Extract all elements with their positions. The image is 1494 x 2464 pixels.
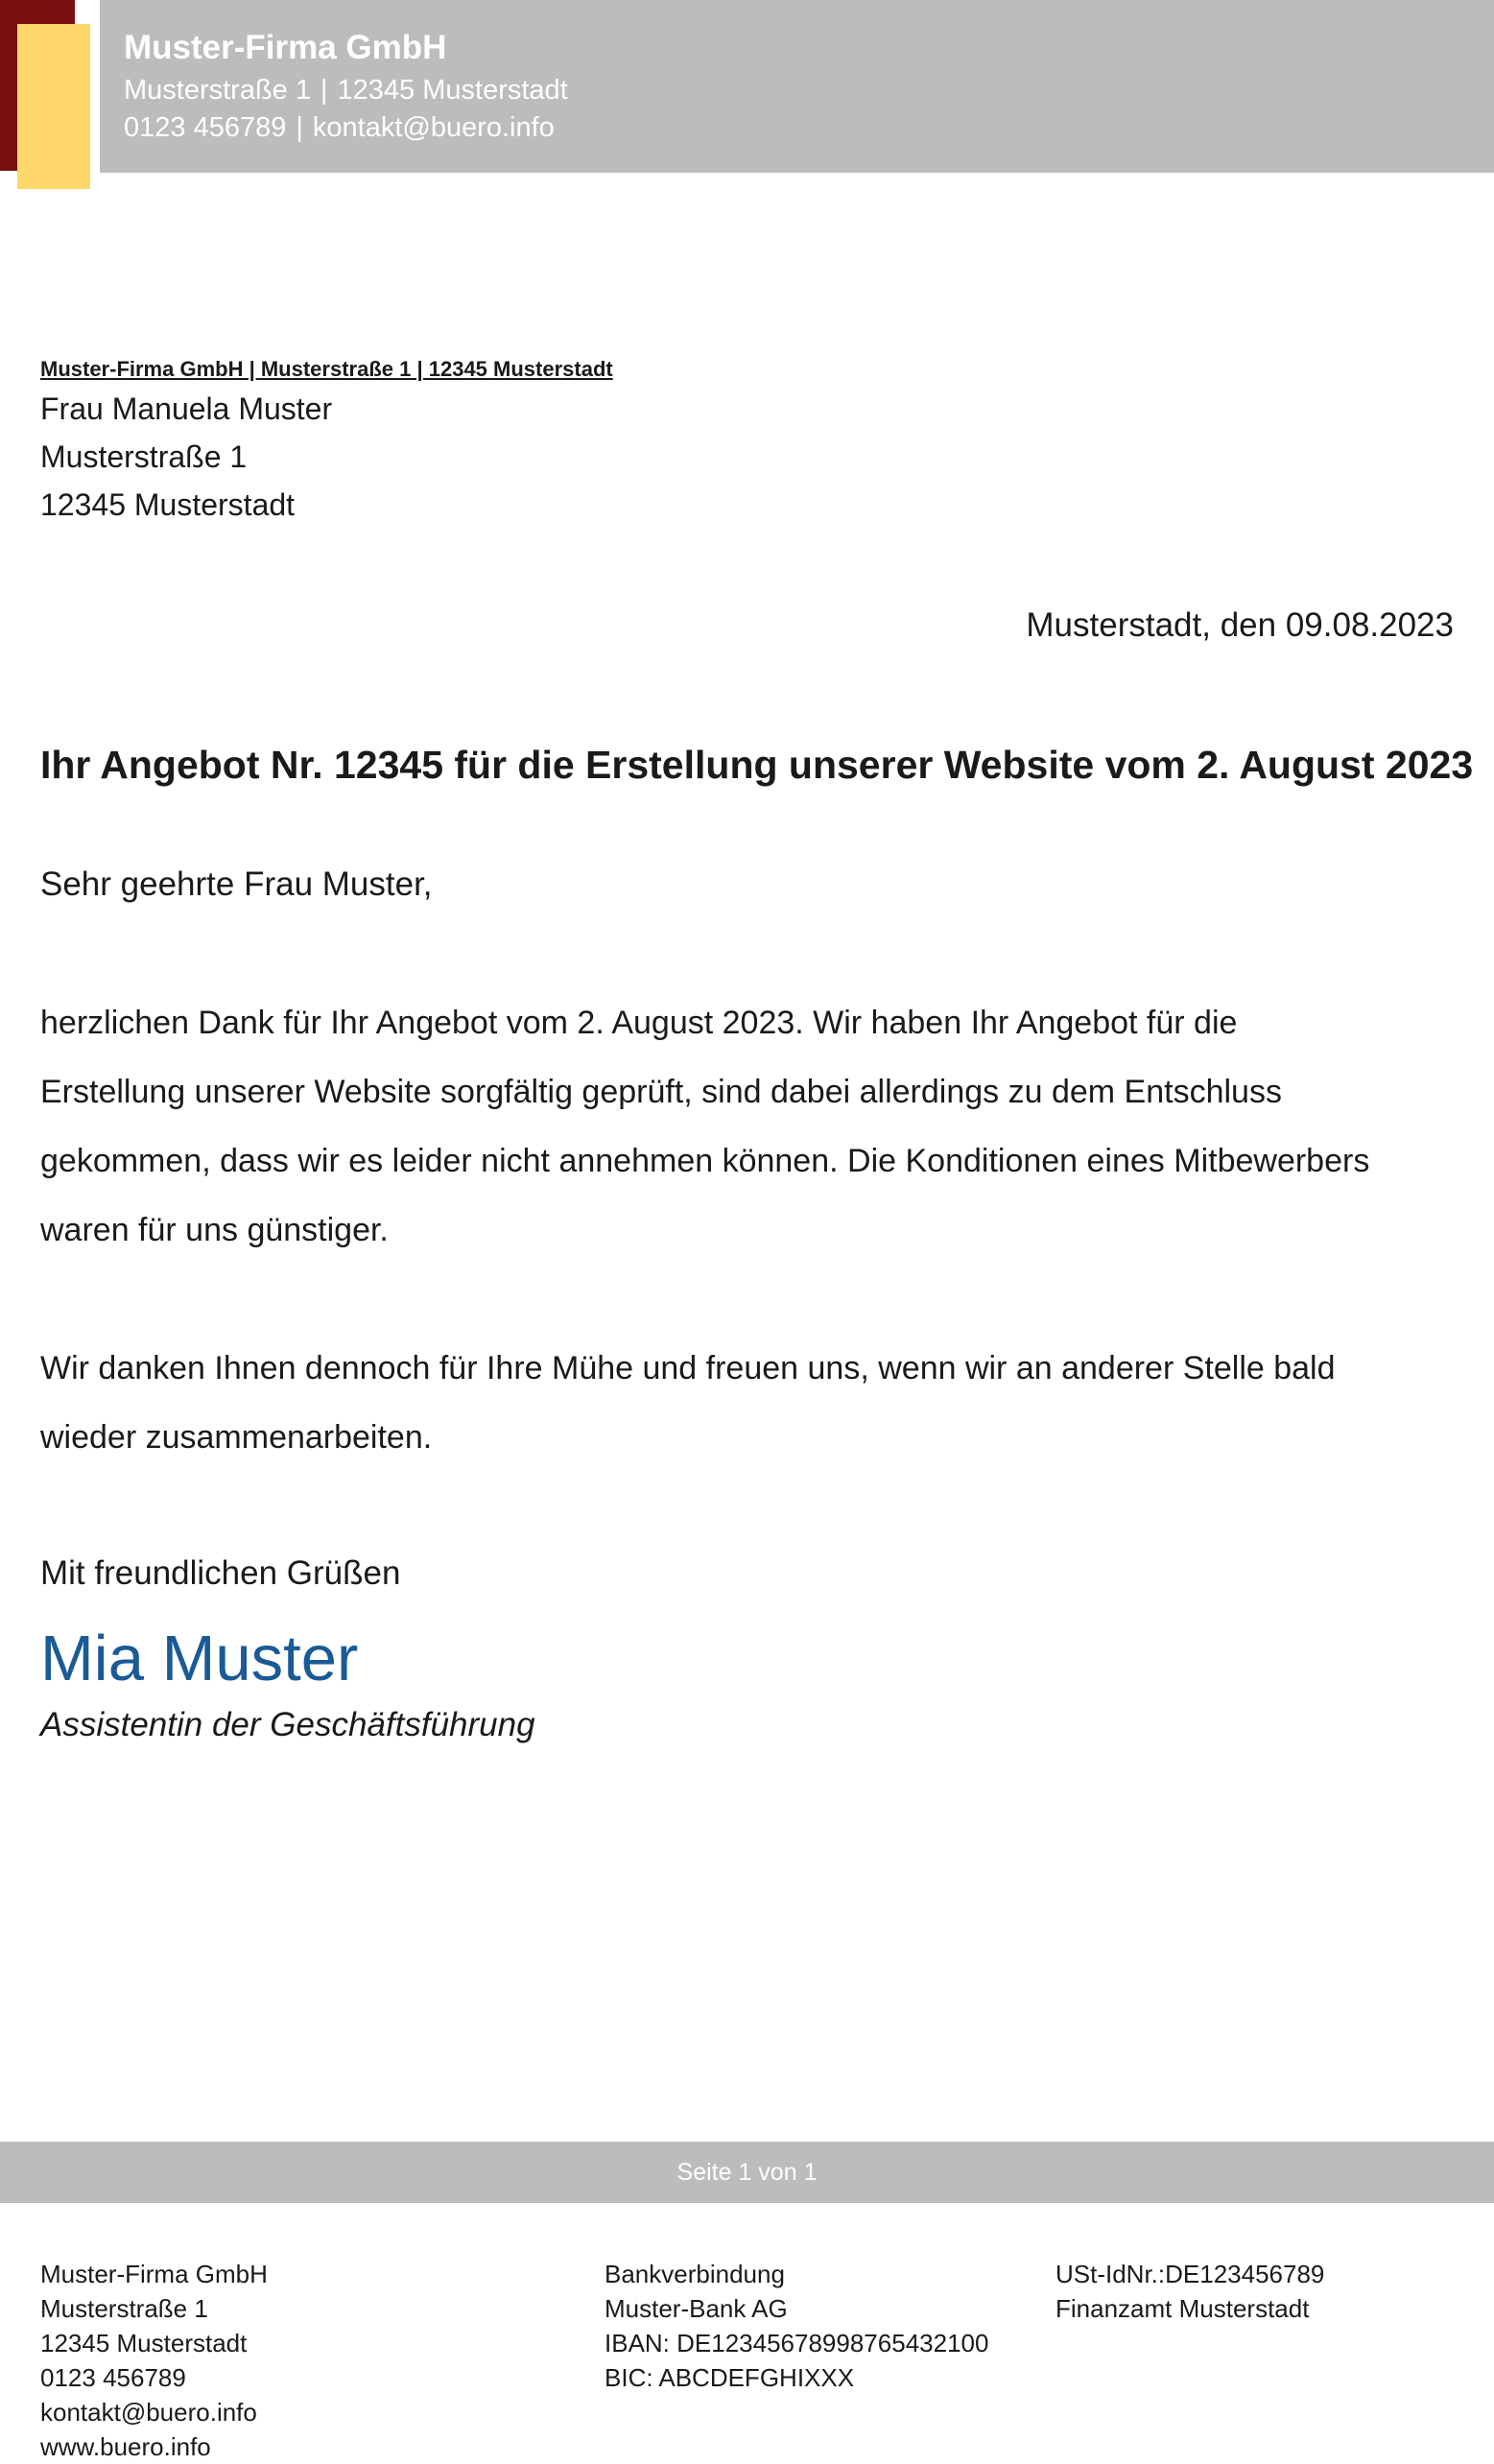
footer-line: BIC: ABCDEFGHIXXX bbox=[605, 2363, 855, 2392]
footer-line: Finanzamt Musterstadt bbox=[1055, 2294, 1310, 2323]
body-line: Wir danken Ihnen dennoch für Ihre Mühe und freuen uns, wenn wir an anderer Stelle bald bbox=[40, 1350, 1336, 1386]
footer-bank-column bbox=[605, 2257, 988, 2395]
recipient-street: Musterstraße 1 bbox=[40, 439, 248, 474]
signature-name: Mia Muster bbox=[40, 1623, 359, 1694]
page-number-band bbox=[0, 2142, 1494, 2203]
letterhead-contact bbox=[124, 112, 555, 144]
letter-subject: Ihr Angebot Nr. 12345 für die Erstellung unserer Website vom 2. August 2023 bbox=[40, 743, 1474, 787]
body-line: wieder zusammenarbeiten. bbox=[40, 1419, 433, 1456]
letter-date: Musterstadt, den 09.08.2023 bbox=[1026, 606, 1454, 644]
footer-line: Musterstraße 1 bbox=[40, 2294, 208, 2323]
body-paragraph-1 bbox=[40, 988, 1460, 1265]
letterhead-city: 12345 Musterstadt bbox=[337, 75, 568, 106]
footer-company-column bbox=[40, 2257, 268, 2464]
footer-website[interactable]: www.buero.info bbox=[40, 2432, 211, 2461]
logo-yellow-block bbox=[17, 24, 90, 189]
signature-role: Assistentin der Geschäftsführung bbox=[40, 1706, 535, 1743]
letter-closing: Mit freundlichen Grüßen bbox=[40, 1554, 401, 1592]
footer-line: IBAN: DE12345678998765432100 bbox=[605, 2329, 989, 2357]
page-number: Seite 1 von 1 bbox=[676, 2159, 818, 2186]
body-paragraph-2 bbox=[40, 1334, 1460, 1472]
footer-line: USt-IdNr.:DE123456789 bbox=[1055, 2260, 1325, 2288]
footer-line: Muster-Firma GmbH bbox=[40, 2260, 268, 2288]
letterhead-street: Musterstraße 1 bbox=[124, 75, 311, 106]
footer-line: 12345 Musterstadt bbox=[40, 2329, 248, 2357]
recipient-city: 12345 Musterstadt bbox=[40, 487, 296, 522]
footer-email[interactable]: kontakt@buero.info bbox=[40, 2398, 257, 2427]
body-line: Erstellung unserer Website sorgfältig geprüft, sind dabei allerdings zu dem Entschluss bbox=[40, 1074, 1282, 1110]
footer-line: Muster-Bank AG bbox=[605, 2294, 788, 2323]
body-line: gekommen, dass wir es leider nicht annehmen können. Die Konditionen eines Mitbewerbers bbox=[40, 1143, 1370, 1179]
letterhead bbox=[100, 0, 1494, 173]
body-line: waren für uns günstiger. bbox=[40, 1212, 389, 1248]
footer-line: Bankverbindung bbox=[605, 2260, 785, 2288]
footer-line: 0123 456789 bbox=[40, 2363, 186, 2392]
letterhead-company: Muster-Firma GmbH bbox=[124, 29, 447, 66]
letterhead-email: kontakt@buero.info bbox=[312, 112, 555, 143]
body-line: herzlichen Dank für Ihr Angebot vom 2. August 2023. Wir haben Ihr Angebot für die bbox=[40, 1005, 1238, 1041]
letterhead-separator: | bbox=[320, 75, 328, 106]
letterhead-address bbox=[124, 75, 568, 107]
recipient-name: Frau Manuela Muster bbox=[40, 391, 333, 426]
footer-tax-column bbox=[1055, 2257, 1324, 2326]
letter-salutation: Sehr geehrte Frau Muster, bbox=[40, 865, 433, 903]
sender-return-line: Muster-Firma GmbH | Musterstraße 1 | 12345 Musterstadt bbox=[40, 357, 613, 381]
letterhead-separator: | bbox=[296, 112, 303, 143]
letterhead-phone: 0123 456789 bbox=[124, 112, 287, 143]
